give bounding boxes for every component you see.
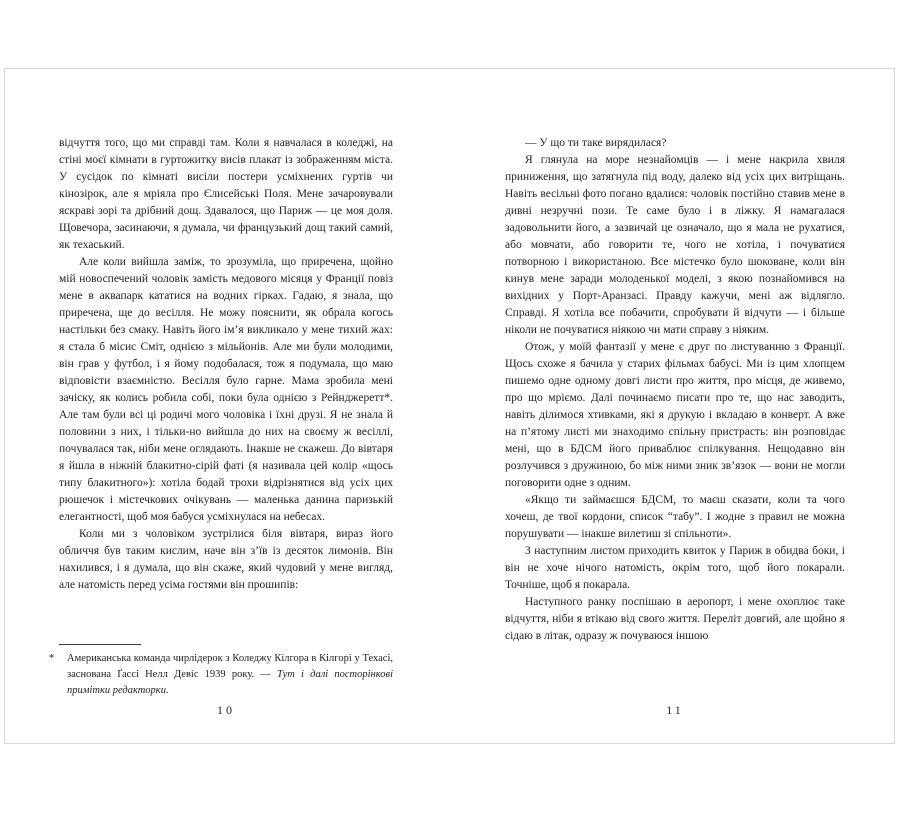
body-paragraph: Але коли вийшла заміж, то зрозуміла, що приречена, щойно мій новоспечений чоловік замість медового місяця у Франції повіз мене в аквапарк кататися на водних гірках. Гадаю, я знала, що приречена, ще до весілля. Не можу пояснити, як обрала когось настільки без смаку. Навіть його ім’я викликало у мене тихий жах: я стала б місис Сміт, однією з мільйонів. Але ми були молодими, він грав у футбол, і я йому подобалася, тож я подумала, що маю відповісти взаємністю. Весілля було гарне. Мама зробила мені зачіску, як колись робила собі, поки була однією з Рейнджеретт*. Але там були всі ці родичі мого чоловіка і їхні друзі. Я не знала й половини з них, і тільки-но вийшла до них на своєму ж весіллі, почувалася так, ніби мене оглядають. Інакше не скажеш. До вівтаря я йшла в ніжній блакитно-сірій фаті (я називала цей колір «щось типу блакитного»): хотіла бодай трохи відрізнятися від усіх цих рюшечок і містечкових очікувань — маленька данина паризькій елегантності, щоб моя бабуся усміхнулася на небесах. <box>59 256 393 523</box>
body-paragraph: Я глянула на море незнайомців — і мене накрила хвиля приниження, що затягнула під воду, далеко від усіх цих витріщань. Навіть весільні фото погано вдалися: чоловік постійно ставив мене в дивні незручні пози. Те саме було і в ліжку. Я намагалася задовольнити його, а зазвичай це означало, що я мала не рухатися, або мовчати, або говорити те, чого не хотіла, і почуватися потворною і використаною. Все містечко було шоковане, коли він кинув мене заради молоденької моделі, з якою познайомився на вихідних у Порт-Аранзасі. Правду кажучи, мені аж відлягло. Справді. Я хотіла все побачити, спробувати й відчути — і більше ніколи не почуватися ніякою чи мати справу з ніяким. <box>505 154 845 336</box>
body-paragraph: З наступним листом приходить квиток у Париж в обидва боки, і він не хоче нічого натомість, окрім того, щоб його покарали. Точніше, щоб я покарала. <box>505 545 845 591</box>
page-number-left: 10 <box>217 703 235 717</box>
footnote-marker: * <box>49 653 55 664</box>
body-paragraph: Отож, у моїй фантазії у мене є друг по листуванню з Франції. Щось схоже я бачила у старих фільмах бабусі. Ми із цим хлопцем пишемо одне одному довгі листи про життя, про місця, де живемо, про що мріємо. Далі починаємо писати про те, що нас заводить, навіть ділимося хтивками, які я друкую і вкладаю в конверт. А вже на п’ятому листі ми знаходимо спільну пристрасть: він розповідає мені, що в БДСМ його приваблює спілкування. Нещодавно він розлучився з дружиною, бо між ними зник зв’язок — вони не могли поговорити одне з одним. <box>505 341 845 489</box>
footnote <box>49 636 393 699</box>
footnote-rule <box>59 644 141 645</box>
page-number-right: 11 <box>666 703 684 717</box>
footnote-italic-text: Тут і далі посторінкові примітки редакторки. <box>67 669 393 696</box>
left-page-text <box>59 135 393 594</box>
book-spread <box>4 68 895 744</box>
footnote-text <box>67 651 393 699</box>
footnote-regular-text: Американська команда чирлідерок з Коледжу Кілгора в Кілгорі у Техасі, заснована Ґассі Нелл Девіс 1939 року. — <box>67 653 393 680</box>
body-paragraph: — У що ти таке вирядилася? <box>525 137 667 149</box>
body-paragraph: Коли ми з чоловіком зустрілися біля вівтаря, вираз його обличчя був таким кислим, наче він з’їв із десяток лимонів. Він нахилився, і я думала, що він скаже, який чудовий у мене вигляд, але натомість перед усіма гостями він прошипів: <box>59 528 393 591</box>
left-page <box>49 135 393 699</box>
body-paragraph: Наступного ранку поспішаю в аеропорт, і мене охоплює таке відчуття, ніби я втікаю від свого життя. Переліт довгий, але щойно я сідаю в літак, одразу ж почуваюся іншою <box>505 596 845 642</box>
body-paragraph: відчуття того, що ми справді там. Коли я навчалася в коледжі, на стіні моєї кімнати в гуртожитку висів плакат із зображенням міста. У сусідок по кімнаті висіли постери усміхнених гуртів чи кінозірок, але я мріяла про Єлисейські Поля. Мене зачаровували яскраві зорі та дрібний дощ. Здавалося, що Париж — це моя доля. Щовечора, засинаючи, я думала, чи французький дощ такий самий, як техаський. <box>59 137 393 251</box>
right-page <box>505 135 845 645</box>
body-paragraph: «Якщо ти займаєшся БДСМ, то маєш сказати, коли та чого хочеш, де твої кордони, список “табу”. І жодне з правил не можна порушувати — інакше вилетиш зі спільноти». <box>505 494 845 540</box>
